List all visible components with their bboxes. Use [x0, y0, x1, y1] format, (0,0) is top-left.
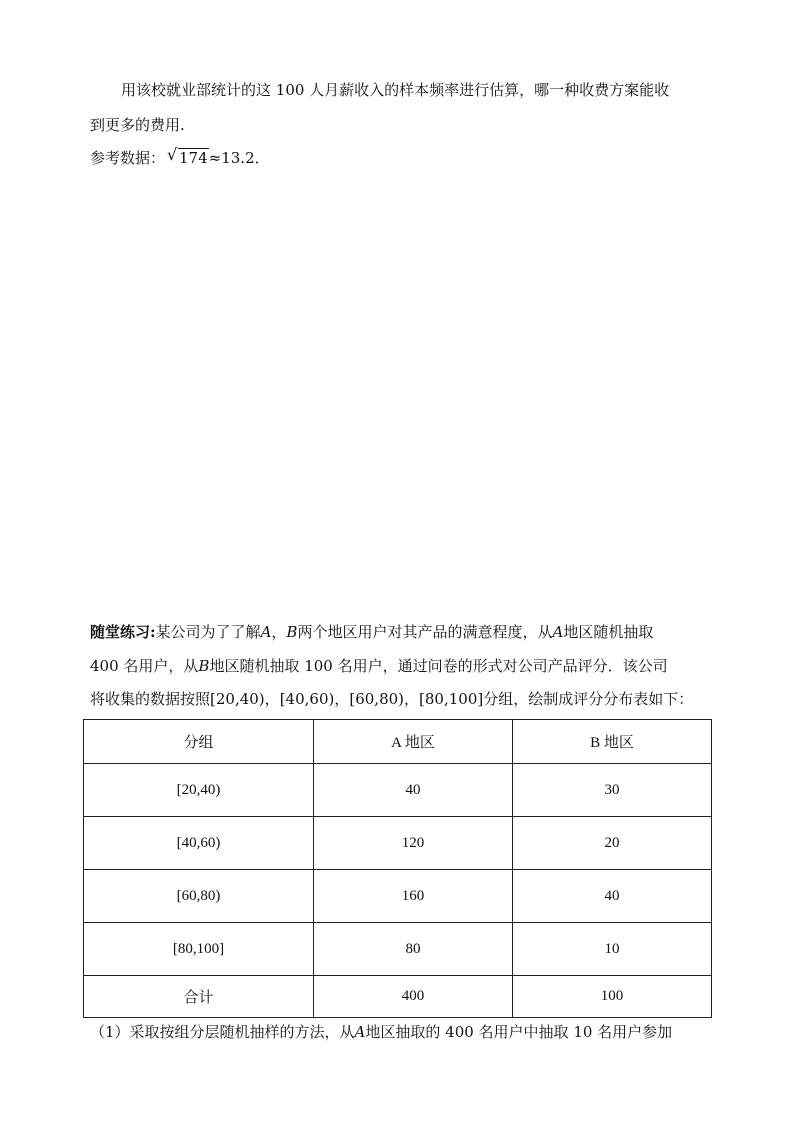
var-a: A [354, 1023, 366, 1041]
radicand: 174 [179, 149, 208, 167]
cell-region-b: 20 [513, 817, 712, 870]
score-distribution-table [83, 719, 712, 1018]
cell-group: [20,40) [84, 764, 314, 817]
paragraph-line-2: 到更多的费用. [90, 116, 185, 134]
var-a: A [260, 623, 272, 641]
header-region-a: A 地区 [314, 720, 513, 764]
exercise-text: 将收集的数据按照 [90, 690, 211, 708]
exercise-heading: 随堂练习: [90, 623, 156, 641]
exercise-text: 地区随机抽取 [563, 623, 654, 641]
cell-group: 合计 [84, 976, 314, 1018]
cell-region-b: 40 [513, 870, 712, 923]
reference-approx: ≈13.2． [208, 149, 270, 167]
interval-60-80: [60,80) [349, 690, 405, 708]
table-row [84, 764, 712, 817]
punct: ， [264, 690, 280, 708]
cell-region-a: 80 [314, 923, 513, 976]
question-text: 地区抽取的 400 名用户中抽取 10 名用户参加 [365, 1023, 673, 1041]
cell-region-a: 160 [314, 870, 513, 923]
table-row [84, 817, 712, 870]
cell-group: [60,80) [84, 870, 314, 923]
exercise-text: 分组，绘制成评分分布表如下： [483, 690, 694, 708]
exercise-text: 某公司为了了解 [155, 623, 261, 641]
question-text: （1）采取按组分层随机抽样的方法，从 [90, 1023, 355, 1041]
cell-group: [80,100] [84, 923, 314, 976]
square-root [167, 145, 209, 168]
reference-data [90, 145, 270, 168]
interval-40-60: [40,60) [279, 690, 335, 708]
table-total-row [84, 976, 712, 1018]
cell-region-b: 30 [513, 764, 712, 817]
table-header-row [84, 720, 712, 764]
cell-region-a: 120 [314, 817, 513, 870]
cell-region-a: 40 [314, 764, 513, 817]
punct: ， [404, 690, 420, 708]
punct: ， [271, 623, 287, 641]
question-1 [90, 1022, 672, 1042]
cell-group: [40,60) [84, 817, 314, 870]
table-row [84, 870, 712, 923]
cell-region-b: 10 [513, 923, 712, 976]
exercise-text: 400 名用户，从 [90, 657, 199, 675]
punct: ， [334, 690, 350, 708]
header-group: 分组 [84, 720, 314, 764]
exercise-text: 两个地区用户对其产品的满意程度，从 [297, 623, 553, 641]
table-row [84, 923, 712, 976]
var-b: B [198, 657, 210, 675]
exercise-line-1 [90, 622, 653, 642]
header-region-b: B 地区 [513, 720, 712, 764]
exercise-line-3 [90, 689, 693, 709]
reference-label: 参考数据： [90, 149, 166, 167]
exercise-text: 地区随机抽取 100 名用户，通过问卷的形式对公司产品评分．该公司 [209, 657, 668, 675]
cell-region-a: 400 [314, 976, 513, 1018]
cell-region-b: 100 [513, 976, 712, 1018]
interval-80-100: [80,100] [419, 690, 484, 708]
var-a: A [552, 623, 564, 641]
var-b: B [286, 623, 298, 641]
interval-20-40: [20,40) [210, 690, 265, 708]
radical-sign-icon: √ [167, 145, 178, 164]
paragraph-line-1: 用该校就业部统计的这 100 人月薪收入的样本频率进行估算，哪一种收费方案能收 [121, 81, 670, 99]
exercise-line-2 [90, 656, 668, 676]
